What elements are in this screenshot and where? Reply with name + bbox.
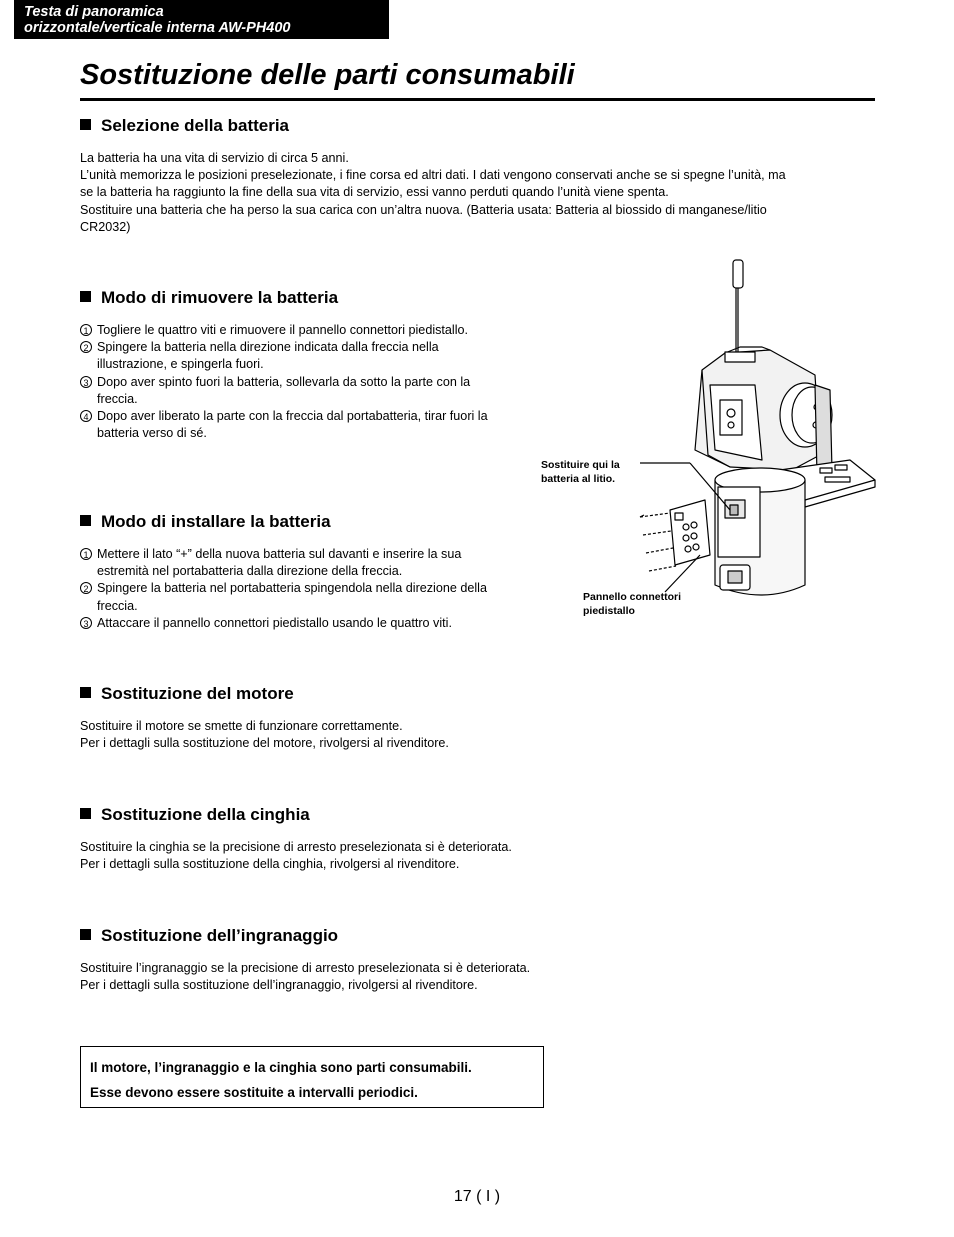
header-line-1: Testa di panoramica xyxy=(24,4,164,20)
header-line-2: orizzontale/verticale interna AW-PH400 xyxy=(24,20,291,36)
text-line: CR2032) xyxy=(80,219,131,234)
square-bullet-icon xyxy=(80,291,91,302)
header-tab xyxy=(14,0,389,39)
section-heading-motor xyxy=(80,684,294,704)
square-bullet-icon xyxy=(80,119,91,130)
step-item xyxy=(80,322,505,339)
text-line: Sostituire l’ingranaggio se la precisione di arresto preselezionata si è deteriorata. xyxy=(80,961,531,975)
notice-line: Il motore, l’ingranaggio e la cinghia sono parti consumabili. xyxy=(90,1060,472,1075)
callout-battery-location xyxy=(541,458,620,486)
text-line: La batteria ha una vita di servizio di circa 5 anni. xyxy=(80,151,349,165)
step-item xyxy=(80,546,510,580)
battery-selection-text xyxy=(80,150,880,236)
text-line: Per i dettagli sulla sostituzione della cinghia, rivolgersi al rivenditore. xyxy=(80,857,460,872)
text-line: se la batteria ha raggiunto la fine della sua vita di servizio, essi vanno perduti quando l’unità viene spenta. xyxy=(80,185,669,200)
step-text: Spingere la batteria nel portabatteria spingendola nella direzione della freccia. xyxy=(97,581,487,613)
page-number: 17 ( I ) xyxy=(453,1188,501,1205)
step-item xyxy=(80,580,510,614)
heading-text: Modo di rimuovere la batteria xyxy=(101,288,339,307)
text-line: Sostituire il motore se smette di funzionare correttamente. xyxy=(80,719,403,733)
heading-text: Sostituzione dell’ingranaggio xyxy=(101,926,339,945)
heading-text: Modo di installare la batteria xyxy=(101,512,331,531)
square-bullet-icon xyxy=(80,515,91,526)
text-line: Per i dettagli sulla sostituzione del motore, rivolgersi al rivenditore. xyxy=(80,736,449,751)
title-rule xyxy=(80,98,875,101)
callout-connector-panel xyxy=(583,590,681,618)
text-line: Sostituire una batteria che ha perso la sua carica con un’altra nuova. (Batteria usata: Batteria al biossido di manganese/litio xyxy=(80,202,767,217)
text-line: Sostituire la cinghia se la precisione di arresto preselezionata si è deteriorata. xyxy=(80,840,512,854)
section-heading-battery-selection xyxy=(80,116,289,136)
square-bullet-icon xyxy=(80,929,91,940)
step-item xyxy=(80,374,505,408)
page-title: Sostituzione delle parti consumabili xyxy=(80,59,575,91)
notice-line: Esse devono essere sostituite a intervalli periodici. xyxy=(90,1085,418,1100)
heading-text: Sostituzione del motore xyxy=(101,684,294,703)
callout-line: Pannello connettori xyxy=(583,591,682,603)
step-item xyxy=(80,615,510,632)
step-text: Mettere il lato “+” della nuova batteria sul davanti e inserire la sua estremità nel portabatteria dalla direzione della freccia. xyxy=(97,547,462,579)
callout-line: batteria al litio. xyxy=(541,473,616,485)
section-heading-battery-removal xyxy=(80,288,338,308)
circled-number: 1 xyxy=(80,548,92,560)
battery-removal-steps xyxy=(80,322,505,442)
square-bullet-icon xyxy=(80,687,91,698)
step-item xyxy=(80,408,505,442)
circled-number: 4 xyxy=(80,410,92,422)
text-line: L’unità memorizza le posizioni preselezionate, i fine corsa ed altri dati. I dati vengono conservati anche se si spegne l’unità, ma xyxy=(80,168,786,183)
step-text: Togliere le quattro viti e rimuovere il pannello connettori piedistallo. xyxy=(97,323,469,337)
gear-text xyxy=(80,960,530,994)
callout-line: piedistallo xyxy=(583,605,635,617)
step-text: Spingere la batteria nella direzione indicata dalla freccia nella illustrazione, e spingerla fuori. xyxy=(97,340,439,372)
circled-number: 2 xyxy=(80,341,92,353)
belt-text xyxy=(80,839,512,873)
circled-number: 3 xyxy=(80,376,92,388)
step-item xyxy=(80,339,505,373)
callout-line: Sostituire qui la xyxy=(541,459,620,471)
step-text: Dopo aver spinto fuori la batteria, sollevarla da sotto la parte con la freccia. xyxy=(97,374,471,406)
heading-text: Selezione della batteria xyxy=(101,116,290,135)
pan-tilt-head-illustration xyxy=(530,255,880,625)
heading-text: Sostituzione della cinghia xyxy=(101,805,310,824)
text-line: Per i dettagli sulla sostituzione dell’ingranaggio, rivolgersi al rivenditore. xyxy=(80,978,478,993)
consumable-parts-notice xyxy=(80,1046,544,1108)
circled-number: 2 xyxy=(80,582,92,594)
square-bullet-icon xyxy=(80,808,91,819)
battery-install-steps xyxy=(80,546,510,632)
circled-number: 1 xyxy=(80,324,92,336)
section-heading-gear xyxy=(80,926,338,946)
section-heading-belt xyxy=(80,805,310,825)
step-text: Attaccare il pannello connettori piedistallo usando le quattro viti. xyxy=(97,615,452,630)
section-heading-battery-install xyxy=(80,512,331,532)
circled-number: 3 xyxy=(80,617,92,629)
step-text: Dopo aver liberato la parte con la freccia dal portabatteria, tirar fuori la batteria verso di sé. xyxy=(97,409,488,441)
motor-text xyxy=(80,718,449,752)
